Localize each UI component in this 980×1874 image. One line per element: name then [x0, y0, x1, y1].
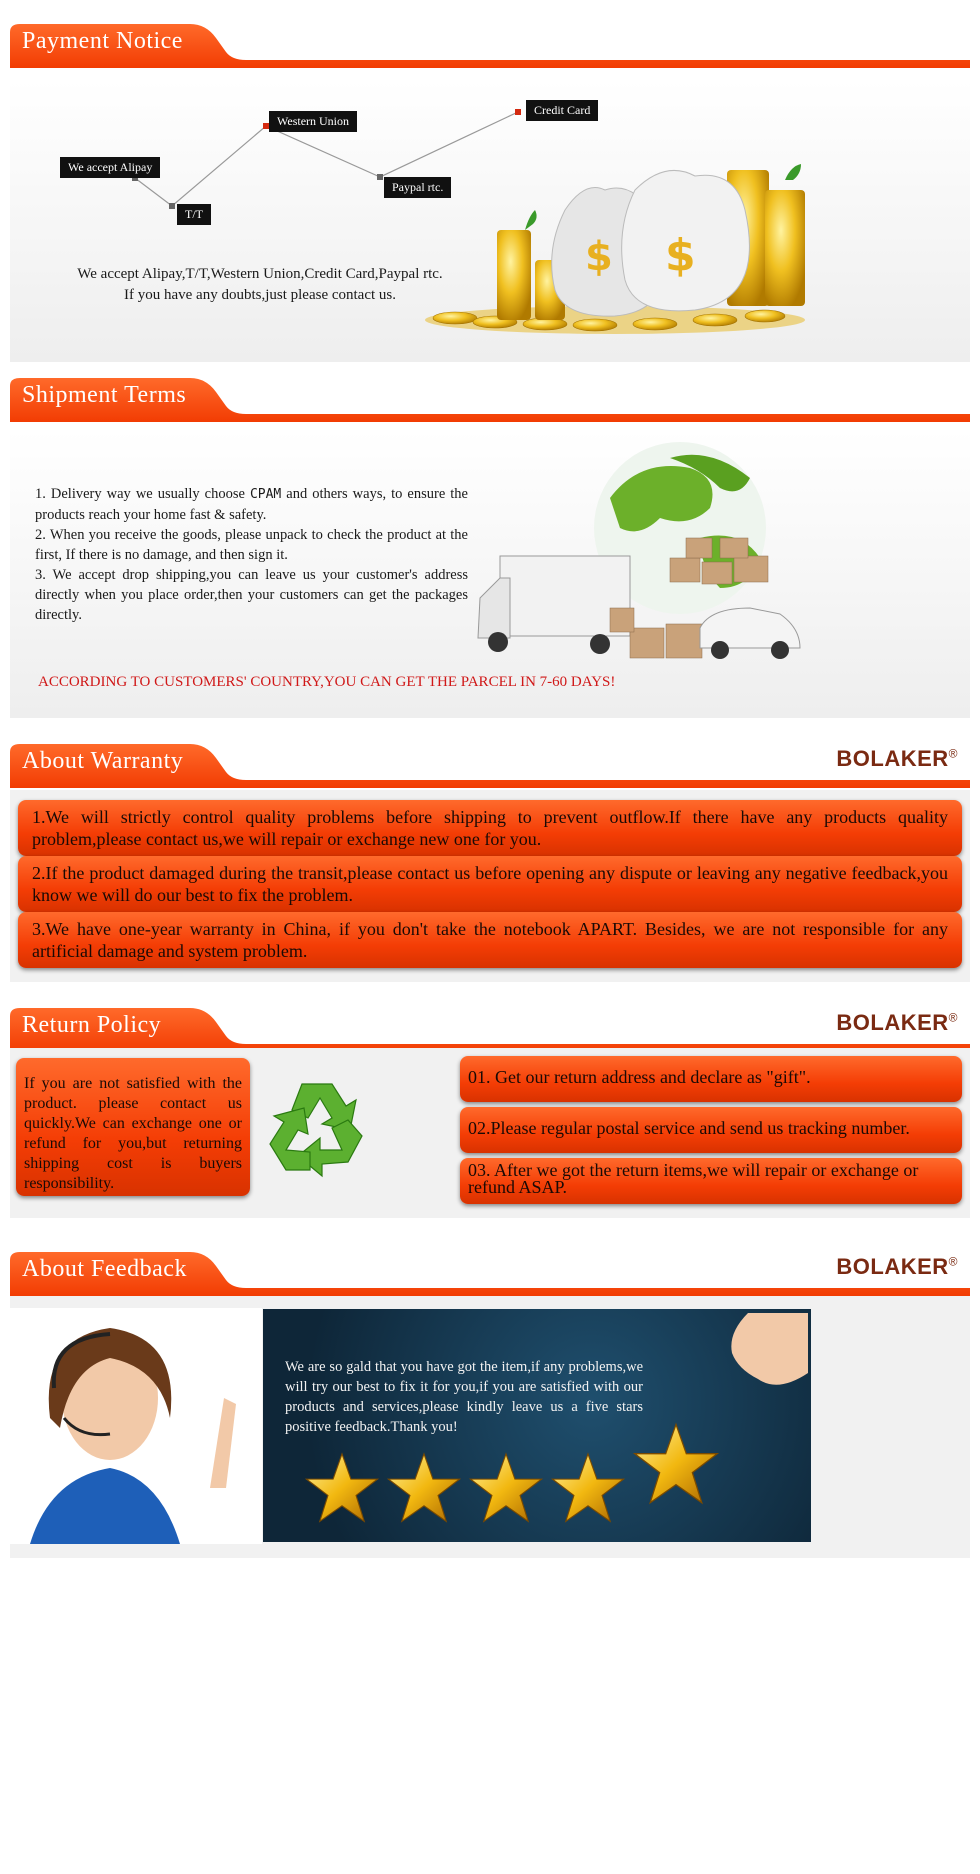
section-title: Payment Notice	[22, 28, 183, 54]
registered-mark-icon: ®	[948, 1010, 958, 1025]
tag-alipay: We accept Alipay	[60, 157, 160, 178]
star-icon	[305, 1451, 379, 1525]
point-credit-card	[515, 109, 521, 115]
globe-truck-illustration	[470, 438, 810, 698]
section-title: Return Policy	[22, 1012, 162, 1038]
section-title: About Warranty	[22, 748, 184, 774]
point-tt	[169, 203, 175, 209]
brand-name: BOLAKER	[836, 1254, 949, 1279]
hand-holding-star	[658, 1313, 808, 1463]
brand-logo	[836, 1010, 958, 1036]
payment-section-header	[10, 20, 970, 74]
warranty-item-2: 2.If the product damaged during the transit,please contact us before opening any dispute or leaving any negative feedback,you know we will do our best to fix the problem.	[18, 856, 962, 912]
payment-text	[50, 264, 470, 306]
star-icon	[551, 1451, 625, 1525]
support-agent-photo	[10, 1308, 262, 1544]
payment-line-2: If you have any doubts,just please contact us.	[123, 287, 396, 303]
warranty-item-3: 3.We have one-year warranty in China, if you don't take the notebook APART. Besides, we are not responsible for any artificial damage and system problem.	[18, 912, 962, 968]
cpam-label: CPAM	[249, 487, 282, 502]
brand-logo	[836, 746, 958, 772]
star-icon	[469, 1451, 543, 1525]
shipment-item-1-text: 1. Delivery way we usually choose	[35, 486, 250, 502]
svg-text:$: $	[665, 230, 696, 281]
return-intro-box: If you are not satisfied with the product. please contact us quickly.We can exchange one or refund for you,but returning shipping cost is buyers responsibility.	[16, 1058, 250, 1196]
recycle-icon	[262, 1072, 378, 1188]
brand-logo	[836, 1254, 958, 1280]
shipment-item-1	[35, 484, 468, 525]
svg-text:$: $	[585, 234, 613, 280]
feedback-section-header	[10, 1248, 970, 1302]
return-step-1: 01. Get our return address and declare as "gift".	[460, 1056, 962, 1102]
warranty-item-1: 1.We will strictly control quality problems before shipping to prevent outflow.If there have any products quality problem,please contact us,we will repair or exchange new one for you.	[18, 800, 962, 856]
tag-tt: T/T	[177, 204, 211, 225]
star-icon	[387, 1451, 461, 1525]
tag-paypal: Paypal rtc.	[384, 177, 451, 198]
return-step-3: 03. After we got the return items,we will repair or exchange or refund ASAP.	[460, 1158, 962, 1204]
feedback-banner	[263, 1309, 811, 1542]
feedback-text: We are so gald that you have got the item,if any problems,we will try our best to fix it for you,if you are satisfied with our products and services,please kindly leave us a five stars positive feedback.Thank you!	[285, 1359, 643, 1435]
section-title: About Feedback	[22, 1256, 187, 1282]
shipment-terms-list	[35, 484, 468, 625]
shipment-item-1-text-end: and others ways, to ensure the products reach your home fast & safety.	[35, 486, 468, 523]
payment-line-1: We accept Alipay,T/T,Western Union,Credit Card,Paypal rtc.	[77, 266, 443, 282]
section-title: Shipment Terms	[22, 382, 187, 408]
registered-mark-icon: ®	[948, 1254, 958, 1269]
tag-western-union: Western Union	[269, 111, 357, 132]
point-paypal	[377, 174, 383, 180]
warranty-section-header	[10, 740, 970, 794]
brand-name: BOLAKER	[836, 746, 949, 771]
shipment-panel	[10, 430, 970, 718]
tag-credit-card: Credit Card	[526, 100, 598, 121]
payment-panel	[10, 80, 970, 362]
registered-mark-icon: ®	[948, 746, 958, 761]
brand-name: BOLAKER	[836, 1010, 949, 1035]
shipment-item-2: 2. When you receive the goods, please unpack to check the product at the first, If there is no damage, and then sign it.	[35, 527, 468, 563]
delivery-time-notice: ACCORDING TO CUSTOMERS' COUNTRY,YOU CAN GET THE PARCEL IN 7-60 DAYS!	[38, 674, 616, 690]
money-bags-illustration	[415, 150, 815, 350]
shipment-section-header	[10, 374, 970, 428]
shipment-item-3: 3. We accept drop shipping,you can leave us your customer's address directly when you place order,then your customers can get the packages directly.	[35, 567, 468, 623]
return-step-2: 02.Please regular postal service and send us tracking number.	[460, 1107, 962, 1153]
